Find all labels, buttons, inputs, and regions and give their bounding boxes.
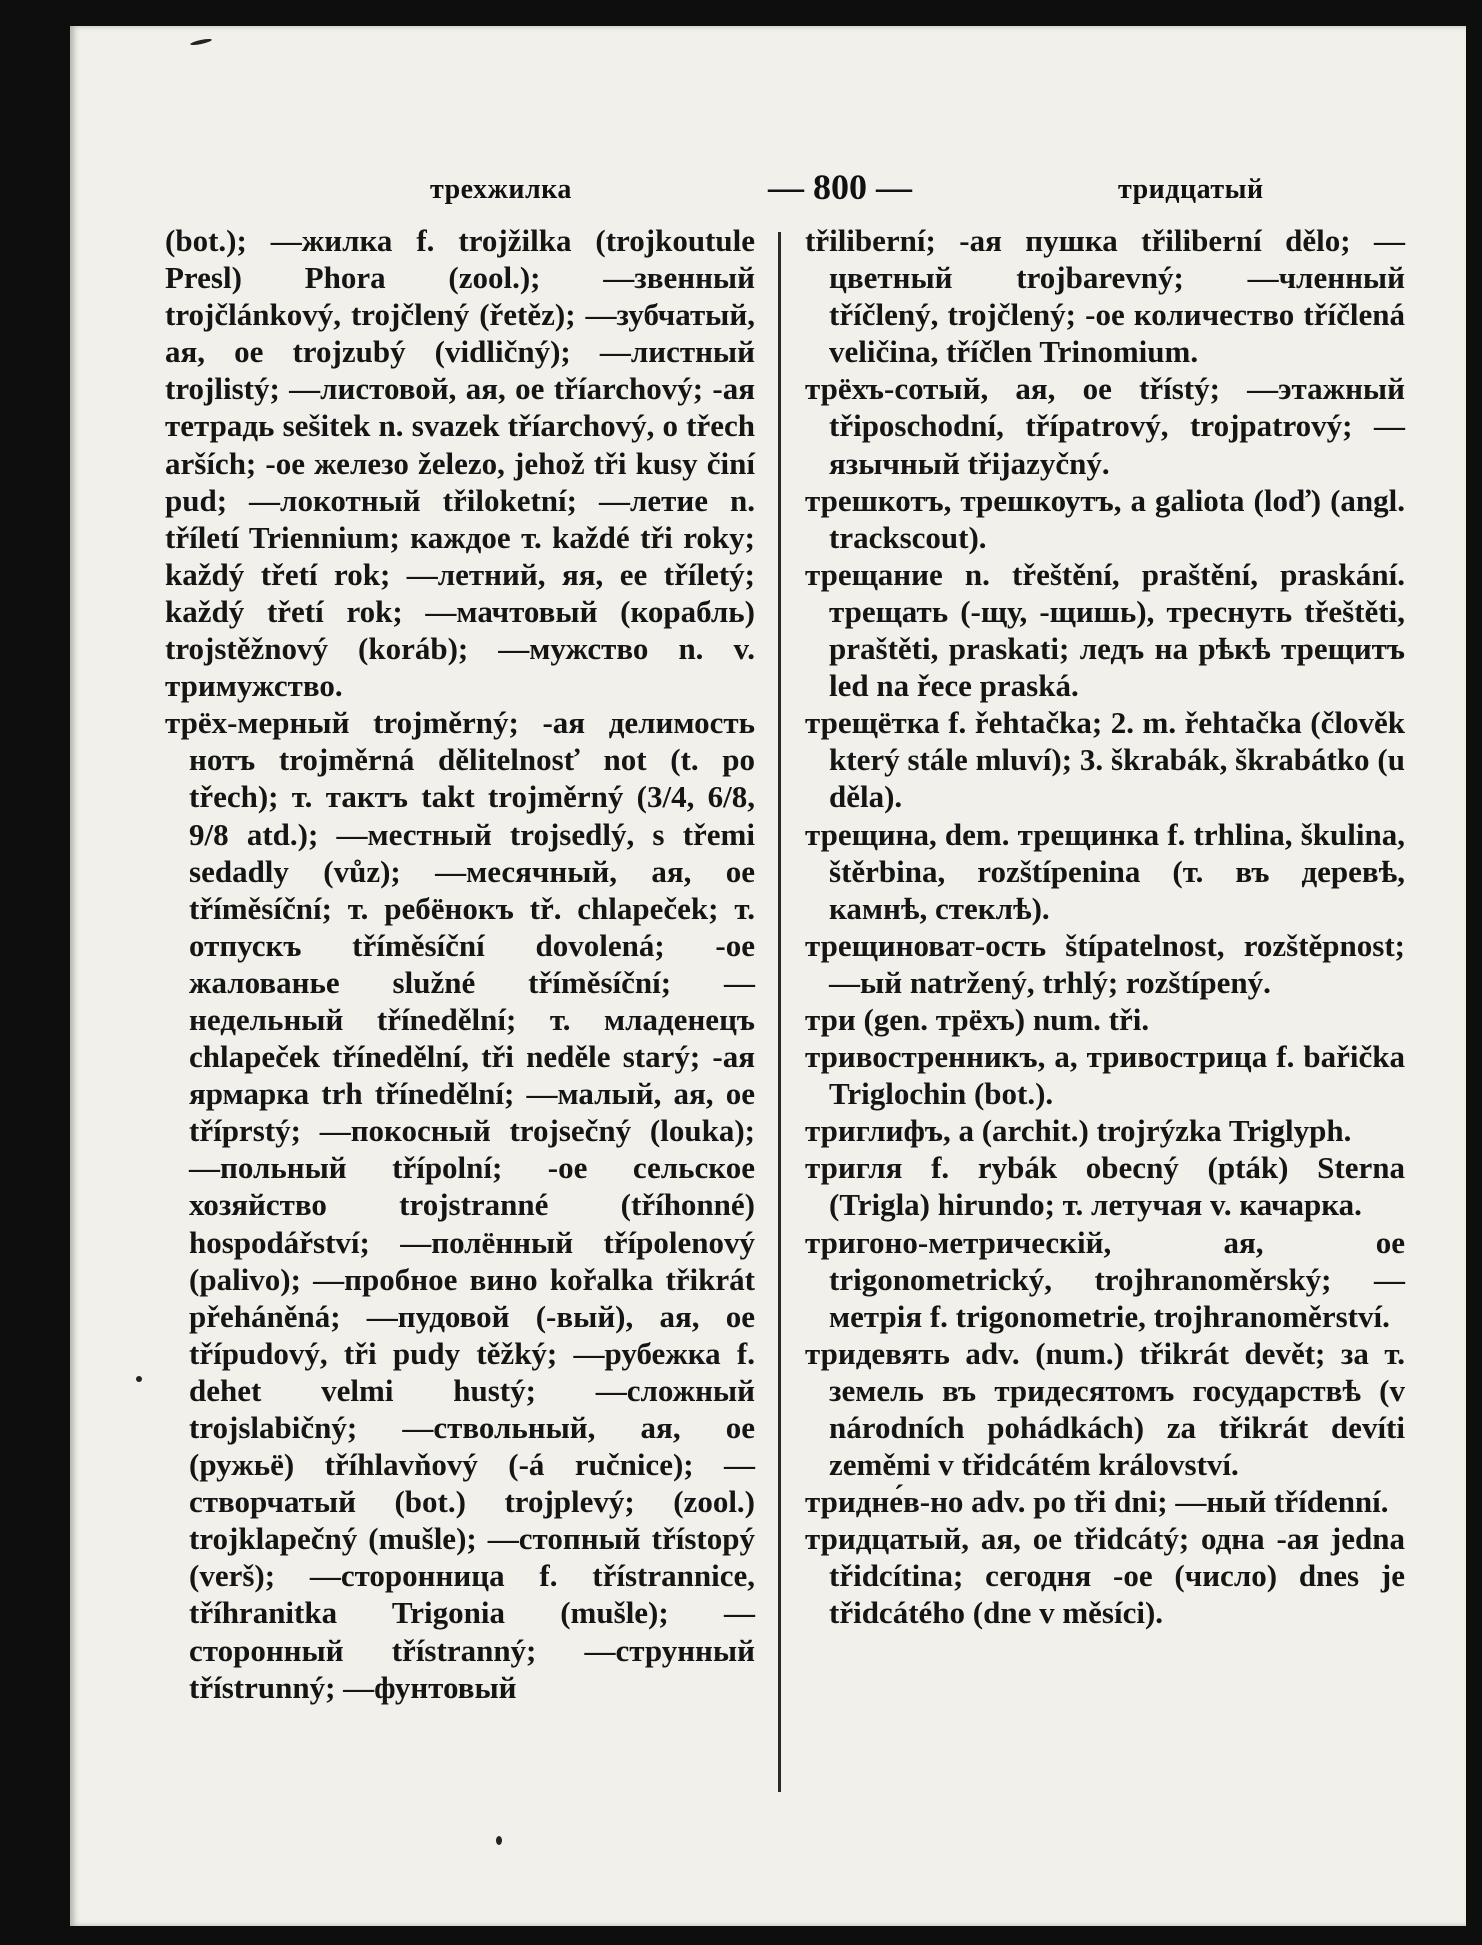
header-left-guideword: трехжилка [430,174,572,205]
left-column [165,222,755,1706]
dictionary-entry: триглифъ, а (archit.) trojrýzka Triglyph. [805,1113,1352,1149]
dictionary-entry: трешкотъ, трешкоутъ, a galiota (loď) (angl. trackscout). [805,482,1405,555]
right-column [805,222,1405,1632]
dictionary-entry: тригоно-метрическій, ая, ое trigonometrický, trojhranoměrský; —метрія f. trigonometrie, trojhranoměrství. [805,1224,1405,1334]
dictionary-entry: тригля f. rybák obecný (pták) Sterna (Trigla) hirundo; т. летучая v. качарка. [805,1150,1405,1223]
dictionary-entry: трёх-мерный trojměrný; -ая делимость нотъ trojměrná dělitelnosť not (t. po třech); т. тактъ takt trojměrný (3/4, 6/8, 9/8 atd.); —местный trojsedlý, s třemi sedadly (vůz); —месячный, ая, ое tříměsíční; т. ребёнокъ tř. chlapeček; т. отпускъ tříměsíční dovolená; -ое жалованье služné tříměsíční; —недельный třínedělní; т. младенецъ chlapeček třínedělní, tři neděle starý; -ая ярмарка trh třínedělní; —малый, ая, ое tříprstý; —покосный trojsečný (louka); —польный třípolní; -ое сельское хозяйство trojstranné (tříhonné) hospodářství; —полённый třípolenový (palivo); —пробное вино kořalka třikrát přeháněná; —пудовой (-вый), ая, ое třípudový, tři pudy těžký; —рубежка f. dehet velmi hustý; —сложный trojslabičný; —ствольный, ая, ое (ружьё) tříhlavňový (-á ručnice); —створчатый (bot.) trojplevý; (zool.) trojklapečný (mušle); —стопный třístopý (verš); —сторонница f. třístrannice, tříhranitka Trigonia (mušle); —сторонный třístranný; —струнный třístrunný; —фунтовый [165,705,755,1705]
print-speck [136,1376,142,1382]
dictionary-entry: три (gen. трёхъ) num. tři. [805,1001,1150,1037]
column-divider [778,232,781,1792]
dictionary-entry: třiliberní; -ая пушка třiliberní dělo; —цветный trojbarevný; —членный tříčlený, trojčlený; -ое количество tříčlená veličina, tříčlen Trinomium. [805,223,1405,370]
print-speck [496,1836,502,1845]
page-header [370,167,1310,214]
dictionary-entry: тридцатый, ая, ое třidcátý; одна -ая jedna třidcítina; сегодня -ое (число) dnes je třidcátého (dne v měsíci). [805,1521,1405,1631]
dictionary-entry: трещание n. třeštění, praštění, praskání. трещать (-щу, -щишь), треснуть třeštěti, praštěti, praskati; ледъ на рѣкѣ трещитъ led na řece praská. [805,556,1405,704]
dictionary-entry: тривостренникъ, а, тривострица f. bařička Triglochin (bot.). [805,1039,1405,1112]
page-number: — 800 — [768,167,912,207]
dictionary-entry: тридевять adv. (num.) třikrát devět; за т. земель въ тридесятомъ государствѣ (v národních pohádkách) za třikrát devíti zeměmi v třidcátém království. [805,1335,1405,1483]
dictionary-entry: трещина, dem. трещинка f. trhlina, škulina, štěrbina, rozštípenina (т. въ деревѣ, камнѣ, стеклѣ). [805,816,1405,926]
dictionary-entry: трещётка f. řehtačka; 2. m. řehtačka (člověk který stále mluví); 3. škrabák, škrabátko (u děla). [805,705,1405,815]
dictionary-entry: тридне́в-но adv. po tři dni; —ный třídenní. [805,1484,1389,1520]
header-right-guideword: тридцатый [1118,174,1264,205]
dictionary-entry: трёхъ-сотый, ая, ое třístý; —этажный třiposchodní, třípatrový, trojpatrový; —язычный třijazyčný. [805,371,1405,481]
dictionary-entry: (bot.); —жилка f. trojžilka (trojkoutule Presl) Phora (zool.); —звенный trojčlánkový, trojčlený (řetěz); —зубчатый, ая, ое trojzubý (vidličný); —листный trojlistý; —листовой, ая, ое tříarchový; -ая тетрадь sešitek n. svazek tříarchový, o třech arších; -ое железо železo, jehož tři kusy činí pud; —локотный třiloketní; —летие n. tříletí Triennium; каждое т. každé tři roky; každý třetí rok; —летний, яя, ее tříletý; každý třetí rok; —мачтовый (корабль) trojstěžnový (koráb); —мужство n. v. тримужство. [165,223,755,704]
dictionary-entry: трещиноват-ость štípatelnost, rozštěpnost; —ый natržený, trhlý; rozštípený. [805,927,1405,1000]
